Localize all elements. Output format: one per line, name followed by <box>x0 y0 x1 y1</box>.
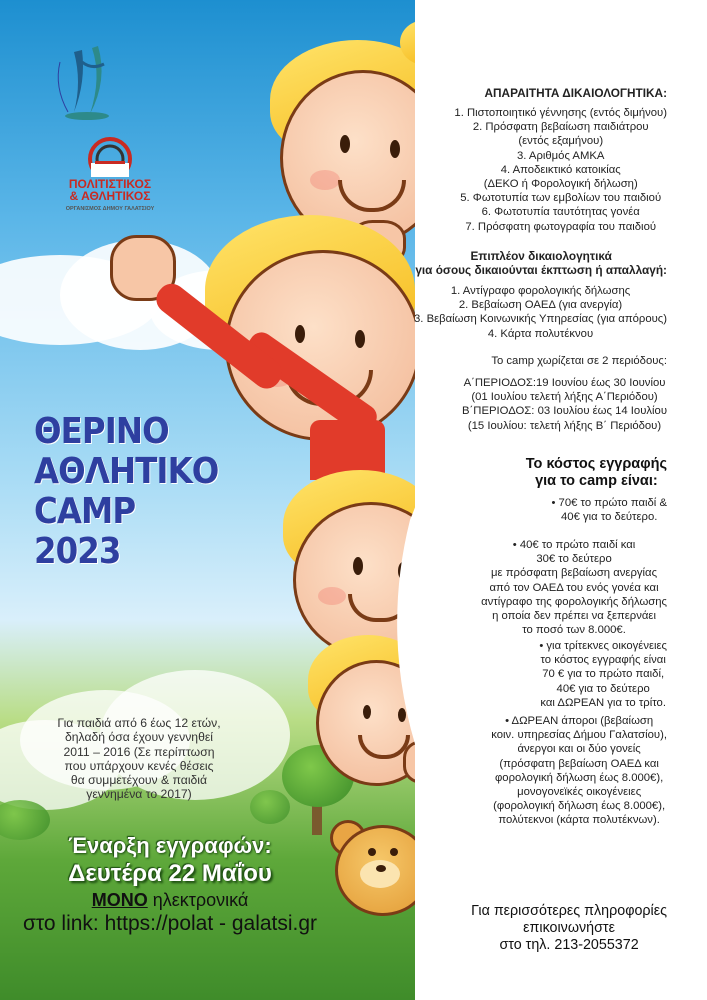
cost-line: 40€ για το δεύτερο <box>556 682 650 695</box>
required-doc-item: 5. Φωτοτυπία των εμβολίων του παιδιού <box>460 192 662 205</box>
cost-title-line1: Το κόστος εγγραφής <box>525 456 667 472</box>
cost-block-4 <box>491 714 667 828</box>
cost-line: κοιν. υπηρεσίας Δήμου Γαλατσίου), <box>491 729 667 742</box>
period-item: (15 Ιουλίου: τελετή λήξης Β΄ Περιόδου) <box>467 419 662 432</box>
periods-intro: Το camp χωρίζεται σε 2 περιόδους: <box>491 355 667 367</box>
title-line-4: 2023 <box>34 531 121 572</box>
required-doc-item: 1. Πιστοποιητικό γέννησης (εντός διμήνου) <box>454 107 667 119</box>
polat-logo-line2: & ΑΘΛΗΤΙΚΟΣ <box>69 189 151 203</box>
cost-line: 40€ για το δεύτερο. <box>561 511 658 524</box>
contact-line1: Για περισσότερες πληροφορίες <box>471 903 667 919</box>
extra-doc-item: 2. Βεβαίωση ΟΑΕΔ (για ανεργία) <box>458 299 623 312</box>
cost-line: (πρόσφατη βεβαίωση ΟΑΕΔ και <box>499 757 659 770</box>
required-doc-item: 3. Αριθμός ΑΜΚΑ <box>516 149 605 162</box>
required-doc-item: 2. Πρόσφατη βεβαίωση παιδιάτρου <box>472 121 649 134</box>
required-docs-list <box>454 106 667 234</box>
only-label: ΜΟΝΟ <box>91 890 148 910</box>
age-note-line: 2011 – 2016 (Σε περίπτωση <box>63 744 215 759</box>
cost-line: και ΔΩΡΕΑΝ για το τρίτο. <box>540 696 666 709</box>
registration-link[interactable]: στο link: https://polat - galatsi.gr <box>22 912 318 935</box>
cost-title-line2: για το camp είναι: <box>535 473 658 489</box>
age-note-line: που υπάρχουν κενές θέσεις <box>64 758 214 773</box>
polat-logo-line1: ΠΟΛΙΤΙΣΤΙΚΟΣ <box>68 177 152 191</box>
extra-docs-list <box>414 284 667 341</box>
periods-list <box>462 376 667 433</box>
polat-logo-line3: ΟΡΓΑΝΙΣΜΟΣ ΔΗΜΟΥ ΓΑΛΑΤΣΙΟΥ <box>65 206 155 212</box>
required-doc-item: (ΔΕΚΟ ή Φορολογική δήλωση) <box>483 178 638 191</box>
period-item: Β΄ΠΕΡΙΟΔΟΣ: 03 Ιουλίου έως 14 Ιουλίου <box>462 405 667 418</box>
period-item: Α΄ΠΕΡΙΟΔΟΣ:19 Ιουνίου έως 30 Ιουνίου <box>463 377 666 389</box>
cost-line: μονογονεϊκές οικογένειες <box>517 786 642 799</box>
municipality-logo <box>52 42 122 122</box>
cost-line: • ΔΩΡΕΑΝ άποροι (βεβαίωση <box>505 715 654 727</box>
contact-phone[interactable]: στο τηλ. 213-2055372 <box>499 937 639 953</box>
cost-line: από τον ΟΑΕΔ του ενός γονέα και <box>489 581 659 594</box>
age-note-line: Για παιδιά από 6 έως 12 ετών, <box>57 716 221 730</box>
extra-docs-heading-line2: για όσους δικαιούνται έκπτωση ή απαλλαγή: <box>415 263 667 278</box>
cost-block-3 <box>539 639 667 710</box>
cost-line: αντίγραφο της φορολογικής δήλωσης <box>481 595 667 608</box>
extra-docs-heading-line1: Επιπλέον δικαιολογητικά <box>470 249 612 263</box>
cost-line: το ποσό των 8.000€. <box>522 624 626 637</box>
online-label: ηλεκτρονικά <box>147 890 249 910</box>
registration-start: Έναρξη εγγραφών: <box>68 833 272 858</box>
cost-block-1 <box>551 496 667 524</box>
required-doc-item: 7. Πρόσφατη φωτογραφία του παιδιού <box>465 220 657 233</box>
required-doc-item: 6. Φωτοτυπία ταυτότητας γονέα <box>481 206 640 219</box>
cost-line: με πρόσφατη βεβαίωση ανεργίας <box>491 567 658 580</box>
registration-online-note <box>0 889 340 911</box>
extra-doc-item: 3. Βεβαίωση Κοινωνικής Υπηρεσίας (για απόρους) <box>414 313 667 326</box>
cost-line: πολύτεκνοι (κάρτα πολυτέκνων). <box>498 814 660 827</box>
cost-line: 30€ το δεύτερο <box>536 553 612 566</box>
required-doc-item: (εντός εξαμήνου) <box>518 135 604 148</box>
cost-line: άνεργοι και οι δύο γονείς <box>517 743 641 756</box>
cost-block-2 <box>481 538 667 637</box>
cost-line: • 70€ το πρώτο παιδί & <box>551 497 667 509</box>
age-note-line: γεννημένα το 2017) <box>86 787 192 802</box>
contact-line2: επικοινωνήστε <box>523 920 615 936</box>
title-line-3: CAMP <box>34 491 136 532</box>
title-line-1: ΘΕΡΙΝΟ <box>34 411 169 452</box>
registration-info <box>0 833 340 937</box>
age-note-line: δηλαδή όσα έχουν γεννηθεί <box>64 730 214 745</box>
cost-line: το κόστος εγγραφής είναι <box>540 654 666 667</box>
cost-title <box>526 456 667 490</box>
extra-docs-heading <box>415 249 667 277</box>
registration-date: Δευτέρα 22 Μαΐου <box>68 860 272 887</box>
cost-line: φορολογική δήλωση έως 8.000€), <box>494 771 664 784</box>
extra-doc-item: 4. Κάρτα πολυτέκνου <box>487 327 594 340</box>
title-line-2: ΑΘΛΗΤΙΚΟ <box>34 451 219 492</box>
period-item: (01 Ιουλίου τελετή λήξης Α΄Περιόδου) <box>471 391 658 404</box>
camp-title <box>34 412 224 572</box>
cost-line: η οποία δεν πρέπει να ξεπερνάει <box>492 610 656 623</box>
cost-line: (φορολογική δήλωση έως 8.000€), <box>493 800 666 813</box>
cost-line: 70 € για το πρώτο παιδί, <box>542 668 665 681</box>
required-docs-heading: ΑΠΑΡΑΙΤΗΤΑ ΔΙΚΑΙΟΛΟΓΗΤΙΚΑ: <box>484 86 667 100</box>
cost-line: • 40€ το πρώτο παιδί και <box>512 539 636 551</box>
age-note <box>8 716 270 802</box>
extra-doc-item: 1. Αντίγραφο φορολογικής δήλωσης <box>450 285 631 297</box>
contact-info <box>471 903 667 954</box>
polat-logo <box>55 137 165 222</box>
cost-line: • για τρίτεκνες οικογένειες <box>539 640 667 652</box>
required-doc-item: 4. Αποδεικτικό κατοικίας <box>500 163 621 176</box>
age-note-line: θα συμμετέχουν & παιδιά <box>70 773 208 788</box>
